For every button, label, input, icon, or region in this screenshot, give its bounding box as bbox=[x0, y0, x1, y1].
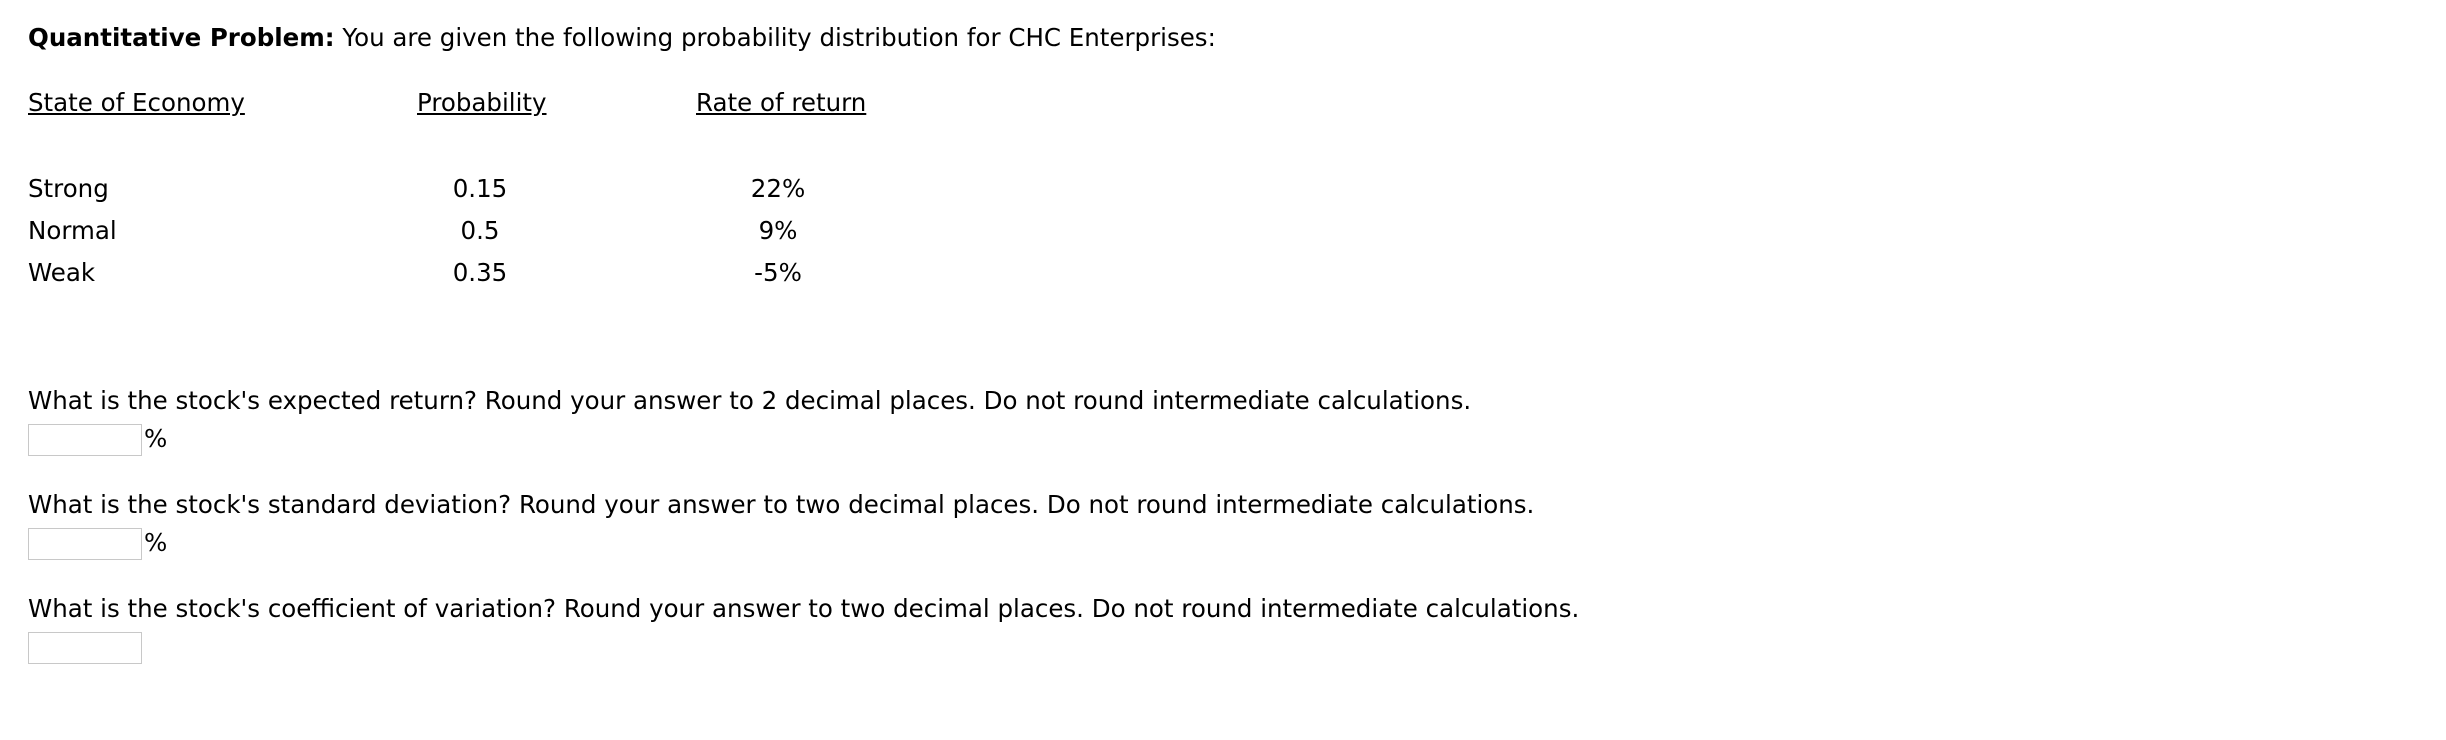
rate-cell: -5% bbox=[754, 258, 802, 287]
header-probability: Probability bbox=[417, 88, 547, 117]
standard-deviation-input[interactable] bbox=[28, 528, 142, 560]
header-rate-of-return: Rate of return bbox=[696, 88, 867, 117]
header-state-of-economy: State of Economy bbox=[28, 88, 245, 117]
table-row bbox=[28, 216, 928, 252]
problem-text: You are given the following probability distribution for CHC Enterprises: bbox=[334, 23, 1216, 52]
problem-page bbox=[28, 0, 2418, 740]
coefficient-of-variation-input[interactable] bbox=[28, 632, 142, 664]
rate-cell: 9% bbox=[758, 216, 798, 245]
percent-unit: % bbox=[144, 423, 168, 453]
answer-coefficient-of-variation bbox=[28, 632, 142, 664]
question-expected-return: What is the stock's expected return? Round your answer to 2 decimal places. Do not round intermediate calculations. bbox=[28, 386, 1472, 415]
probability-cell: 0.35 bbox=[452, 258, 508, 287]
problem-intro bbox=[28, 23, 1216, 52]
question-coefficient-of-variation: What is the stock's coefficient of variation? Round your answer to two decimal places. Do not round intermediate calculations. bbox=[28, 594, 1580, 623]
probability-cell: 0.15 bbox=[452, 174, 508, 203]
percent-unit: % bbox=[144, 527, 168, 557]
table-row bbox=[28, 174, 928, 210]
answer-expected-return bbox=[28, 424, 167, 456]
question-standard-deviation: What is the stock's standard deviation? Round your answer to two decimal places. Do not round intermediate calculations. bbox=[28, 490, 1535, 519]
answer-standard-deviation bbox=[28, 528, 167, 560]
probability-cell: 0.5 bbox=[460, 216, 500, 245]
problem-label: Quantitative Problem: bbox=[28, 23, 335, 52]
expected-return-input[interactable] bbox=[28, 424, 142, 456]
rate-cell: 22% bbox=[750, 174, 806, 203]
state-cell: Strong bbox=[28, 174, 109, 203]
state-cell: Normal bbox=[28, 216, 117, 245]
table-row bbox=[28, 258, 928, 294]
state-cell: Weak bbox=[28, 258, 96, 287]
